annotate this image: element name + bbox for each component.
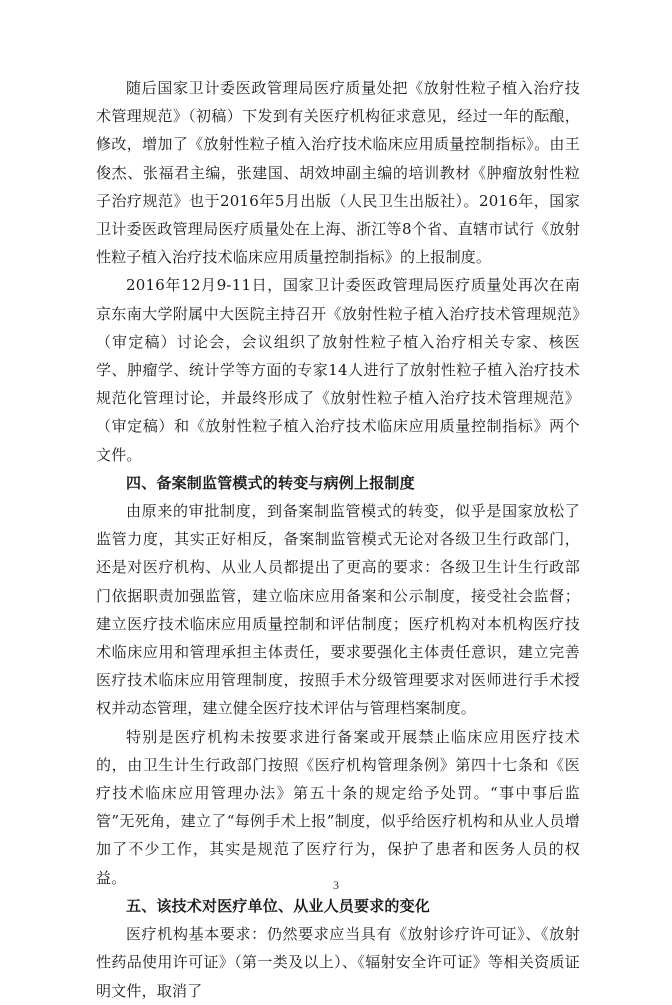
paragraph-penalties: 特别是医疗机构未按要求进行备案或开展禁止临床应用医疗技术的，由卫生计生行政部门按照《医疗机构管理条例》第四十七条和《医疗技术临床应用管理办法》第五十条的规定给予处罚。“事中事后监管”无死角，建立了“每例手术上报”制度，似乎给医疗机构和从业人员增加了不少工作，其实是规范了医疗行为，保护了患者和医务人员的权益。 [96,727,580,887]
section-heading-5: 五、该技术对医疗单位、从业人员要求的变化 [126,896,431,915]
document-body [96,74,580,1005]
paragraph-requirements: 医疗机构基本要求：仍然要求应当具有《放射诊疗许可证》、《放射性药品使用许可证》（第一类及以上）、《辐射安全许可证》等相关资质证明文件，取消了 [96,925,580,1000]
page-number: 3 [333,878,339,892]
paragraph-intro: 随后国家卫计委医政管理局医疗质量处把《放射性粒子植入治疗技术管理规范》（初稿）下发到有关医疗机构征求意见，经过一年的酝酿，修改，增加了《放射性粒子植入治疗技术临床应用质量控制指标》。由王俊杰、张福君主编，张建国、胡效坤副主编的培训教材《肿瘤放射性粒子治疗规范》也于2016年5月出版（人民卫生出版社）。2016年，国家卫计委医政管理局医疗质量处在上海、浙江等8个省、直辖市试行《放射性粒子植入治疗技术临床应用质量控制指标》的上报制度。 [96,79,580,267]
section-heading-4: 四、备案制监管模式的转变与病例上报制度 [126,473,415,492]
paragraph-filing-system: 由原来的审批制度，到备案制监管模式的转变，似乎是国家放松了监管力度，其实正好相反，备案制监管模式无论对各级卫生行政部门，还是对医疗机构、从业人员都提出了更高的要求：各级卫生计生行政部门依据职责加强监管，建立临床应用备案和公示制度，接受社会监督；建立医疗技术临床应用质量控制和评估制度；医疗机构对本机构医疗技术临床应用和管理承担主体责任，要求要强化主体责任意识，建立完善医疗技术临床应用管理制度，按照手术分级管理要求对医师进行手术授权并动态管理，建立健全医疗技术评估与管理档案制度。 [96,502,580,718]
paragraph-meeting: 2016年12月9-11日，国家卫计委医政管理局医疗质量处再次在南京东南大学附属中大医院主持召开《放射性粒子植入治疗技术管理规范》（审定稿）讨论会，会议组织了放射性粒子植入治疗相关专家、核医学、肿瘤学、统计学等方面的专家14人进行了放射性粒子植入治疗技术规范化管理讨论，并最终形成了《放射性粒子植入治疗技术管理规范》（审定稿）和《放射性粒子植入治疗技术临床应用质量控制指标》两个文件。 [96,276,580,464]
